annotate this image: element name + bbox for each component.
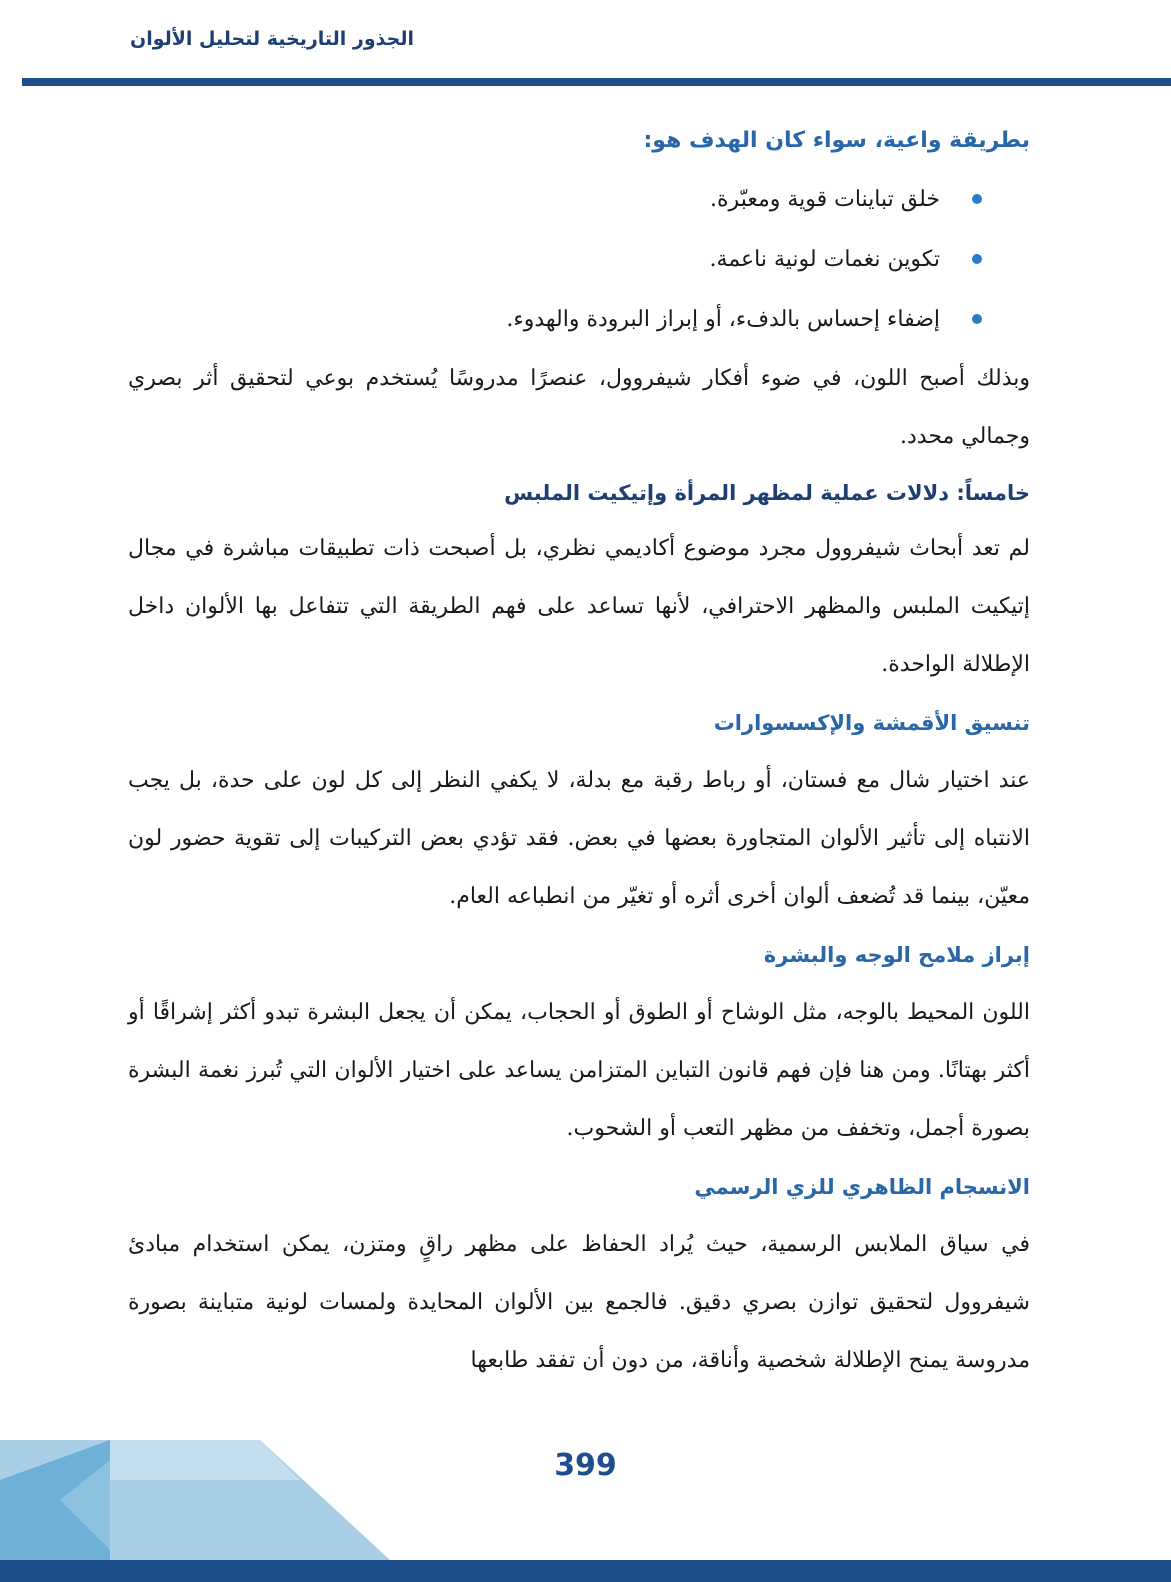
bullet-dot-icon <box>972 254 982 264</box>
header-rule <box>22 78 1171 86</box>
lead-line: بطريقة واعية، سواء كان الهدف هو: <box>643 128 1030 153</box>
page-number: 399 <box>554 1448 617 1483</box>
footer-band <box>0 1560 1171 1582</box>
bullet-dot-icon <box>972 314 982 324</box>
paragraph: في سياق الملابس الرسمية، حيث يُراد الحفاظ على مظهر راقٍ ومتزن، يمكن استخدام مبادئ شيفروول لتحقيق توازن بصري دقيق. فالجمع بين الألوان المحايدة ولمسات لونية متباينة بصورة مدروسة يمنح الإطلالة شخصية وأناقة، من دون أن تفقد طابعها <box>128 1232 1030 1373</box>
paragraph: عند اختيار شال مع فستان، أو رباط رقبة مع بدلة، لا يكفي النظر إلى كل لون على حدة، بل يجب الانتباه إلى تأثير الألوان المتجاورة بعضها في بعض. فقد تؤدي بعض التركيبات إلى تقوية حضور لون معيّن، بينما قد تُضعف ألوان أخرى أثره أو تغيّر من انطباعه العام. <box>128 768 1030 909</box>
bullet-item <box>128 290 982 350</box>
section-heading: خامساً: دلالات عملية لمظهر المرأة وإتيكيت الملبس <box>504 481 1030 505</box>
subsection-heading: إبراز ملامح الوجه والبشرة <box>763 943 1030 967</box>
paragraph: لم تعد أبحاث شيفروول مجرد موضوع أكاديمي نظري، بل أصبحت ذات تطبيقات مباشرة في مجال إتيكيت الملبس والمظهر الاحترافي، لأنها تساعد على فهم الطريقة التي تتفاعل بها الألوان داخل الإطلالة الواحدة. <box>128 536 1030 677</box>
bullet-dot-icon <box>972 194 982 204</box>
subsection-heading: تنسيق الأقمشة والإكسسوارات <box>713 711 1030 735</box>
paragraph: وبذلك أصبح اللون، في ضوء أفكار شيفروول، عنصرًا مدروسًا يُستخدم بوعي لتحقيق أثر بصري وجمالي محدد. <box>128 366 1030 449</box>
running-header-title: الجذور التاريخية لتحليل الألوان <box>130 28 414 50</box>
bullet-text: إضفاء إحساس بالدفء، أو إبراز البرودة والهدوء. <box>506 307 940 332</box>
bullet-list <box>128 170 1030 350</box>
paragraph: اللون المحيط بالوجه، مثل الوشاح أو الطوق أو الحجاب، يمكن أن يجعل البشرة تبدو أكثر إشراقًا أو أكثر بهتانًا. ومن هنا فإن فهم قانون التباين المتزامن يساعد على اختيار الألوان التي تُبرز نغمة البشرة بصورة أجمل، وتخفف من مظهر التعب أو الشحوب. <box>128 1000 1030 1141</box>
subsection-heading: الانسجام الظاهري للزي الرسمي <box>694 1175 1030 1199</box>
page-content <box>128 112 1030 1390</box>
bullet-text: خلق تباينات قوية ومعبّرة. <box>710 187 940 212</box>
bullet-item <box>128 230 982 290</box>
bullet-text: تكوين نغمات لونية ناعمة. <box>709 247 940 272</box>
bullet-item <box>128 170 982 230</box>
